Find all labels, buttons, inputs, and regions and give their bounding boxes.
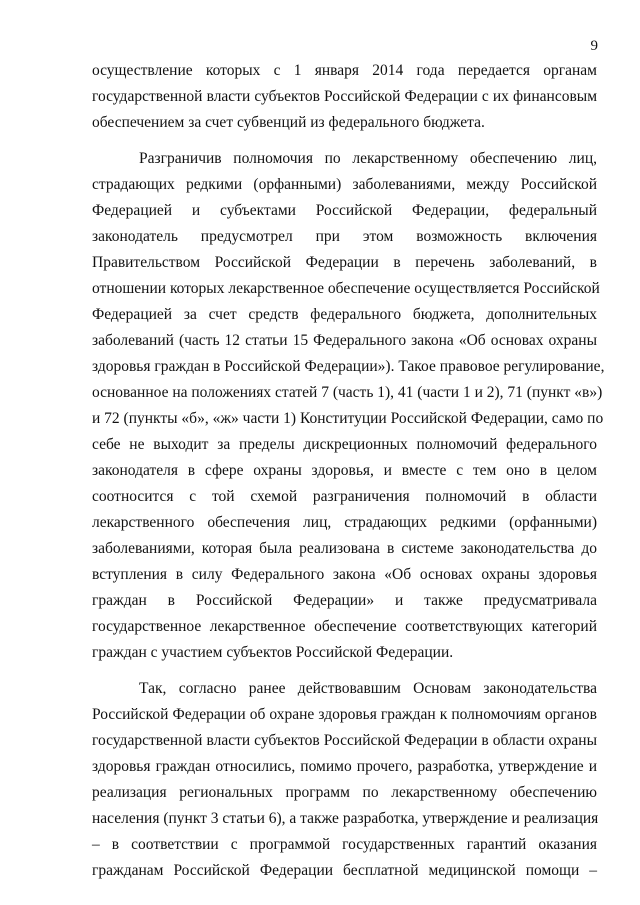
- text-line: заболеваний (часть 12 статьи 15 Федерального закона «Об основах охраны: [92, 332, 597, 349]
- text-line: Российской Федерации об охране здоровья граждан к полномочиям органов: [92, 706, 597, 723]
- text-line: законодатель предусмотрел при этом возможность включения: [92, 228, 597, 245]
- text-line: государственной власти субъектов Российской Федерации с их финансовым: [92, 88, 597, 105]
- text-line: граждан в Российской Федерации» и также предусматривала: [92, 592, 597, 609]
- text-line: обеспечением за счет субвенций из федерального бюджета.: [92, 114, 485, 131]
- text-line: реализация региональных программ по лекарственному обеспечению: [92, 784, 597, 801]
- text-line: соотносится с той схемой разграничения полномочий в области: [92, 488, 597, 505]
- text-line: Федерацией и субъектами Российской Федерации, федеральный: [92, 202, 597, 219]
- text-line: здоровья граждан в Российской Федерации»). Такое правовое регулирование,: [92, 358, 605, 375]
- text-line: Федерацией за счет средств федерального бюджета, дополнительных: [92, 306, 597, 323]
- page-number: 9: [590, 38, 598, 54]
- text-line: населения (пункт 3 статьи 6), а также разработка, утверждение и реализация: [92, 810, 599, 827]
- text-line: вступления в силу Федерального закона «Об основах охраны здоровья: [92, 566, 597, 583]
- text-line: и 72 (пункты «б», «ж» части 1) Конституции Российской Федерации, само по: [92, 410, 604, 427]
- text-line: основанное на положениях статей 7 (часть 1), 41 (части 1 и 2), 71 (пункт «в»): [92, 384, 603, 401]
- text-line: себе не выходит за пределы дискреционных полномочий федерального: [92, 436, 597, 453]
- text-line: страдающих редкими (орфанными) заболеваниями, между Российской: [92, 176, 597, 193]
- text-line: – в соответствии с программой государственных гарантий оказания: [92, 836, 597, 853]
- text-line: заболеваниями, которая была реализована в системе законодательства до: [92, 540, 597, 557]
- text-line: лекарственного обеспечения лиц, страдающих редкими (орфанными): [92, 514, 597, 531]
- text-line: Разграничив полномочия по лекарственному обеспечению лиц,: [139, 150, 597, 167]
- text-line: граждан с участием субъектов Российской Федерации.: [92, 644, 454, 661]
- text-line: государственной власти субъектов Российской Федерации в области охраны: [92, 732, 597, 749]
- text-line: отношении которых лекарственное обеспечение осуществляется Российской: [92, 280, 600, 297]
- text-line: осуществление которых с 1 января 2014 года передается органам: [92, 62, 597, 79]
- document-body: [92, 58, 605, 884]
- text-line: законодателя в сфере охраны здоровья, и вместе с тем оно в целом: [92, 462, 597, 479]
- text-line: здоровья граждан относились, помимо прочего, разработка, утверждение и: [92, 758, 597, 775]
- text-line: Так, согласно ранее действовавшим Основам законодательства: [139, 680, 597, 697]
- text-line: Правительством Российской Федерации в перечень заболеваний, в: [92, 254, 597, 271]
- text-line: государственное лекарственное обеспечение соответствующих категорий: [92, 618, 597, 635]
- text-line: гражданам Российской Федерации бесплатной медицинской помощи –: [92, 862, 597, 879]
